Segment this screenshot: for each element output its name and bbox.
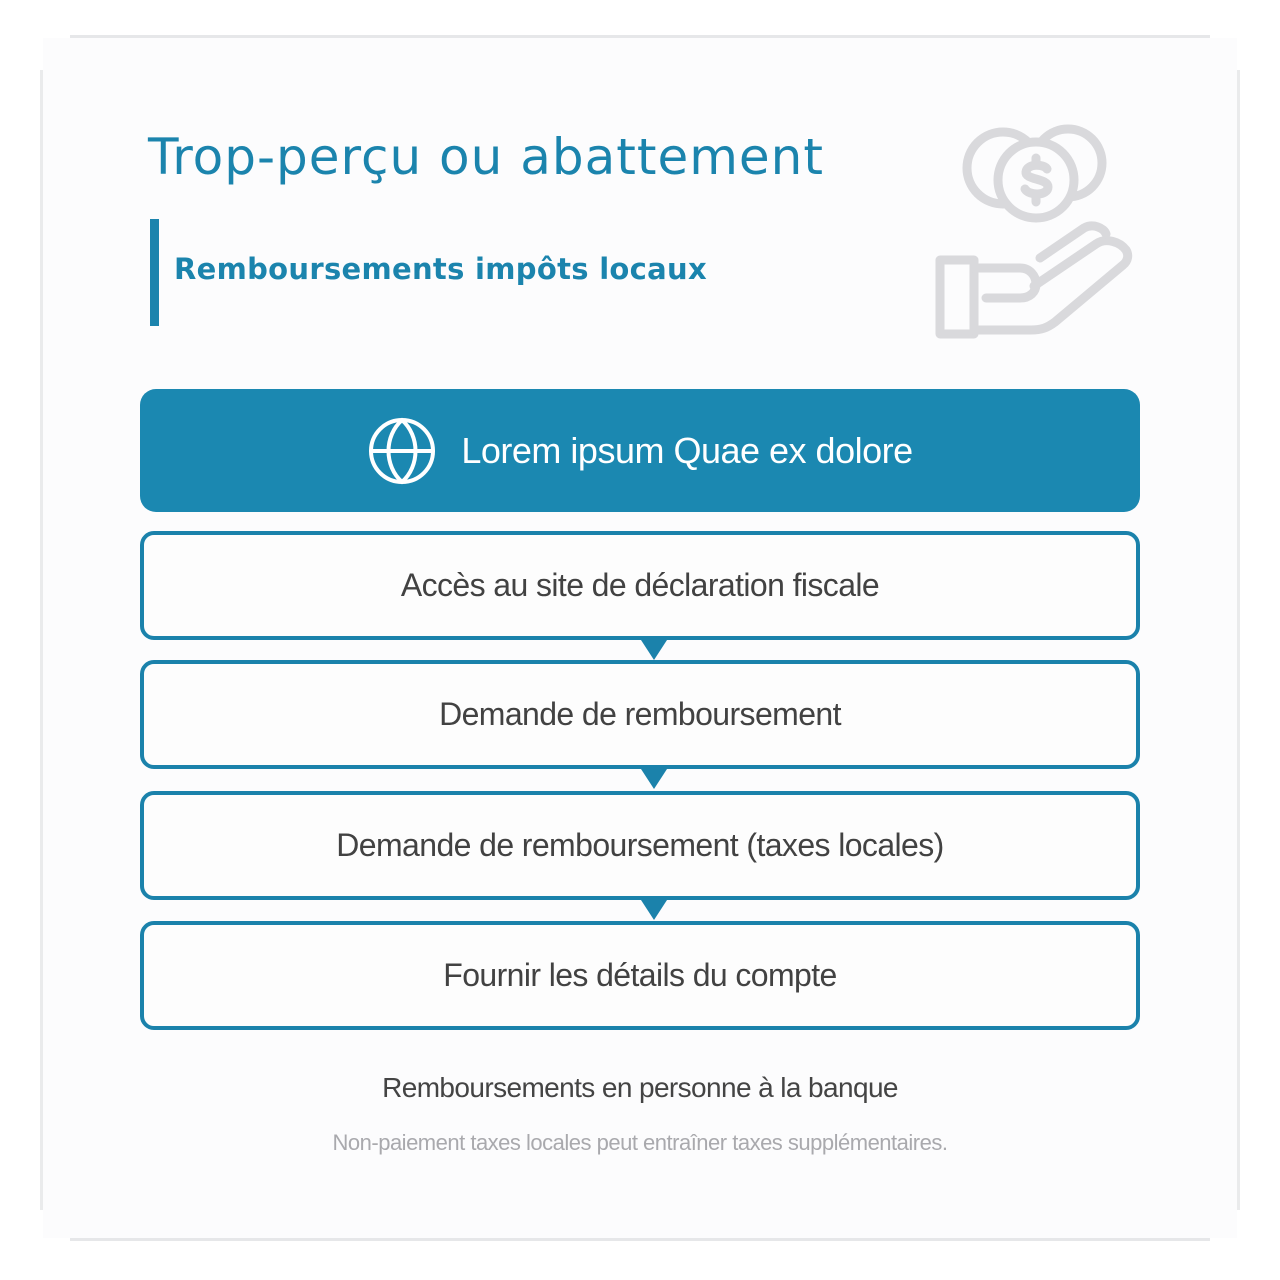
flow-header [140, 389, 1140, 512]
flow-step-1 [140, 531, 1140, 640]
flow-arrow-down-icon [641, 900, 667, 920]
footer-statement: Remboursements en personne à la banque [382, 1072, 898, 1103]
flow-arrow-down-icon [641, 769, 667, 789]
flow-step-label: Fournir les détails du compte [443, 957, 837, 993]
flow-step-label: Demande de remboursement (taxes locales) [336, 827, 944, 863]
globe-icon [367, 416, 437, 486]
flow-step-label: Accès au site de déclaration fiscale [400, 567, 880, 603]
flow-arrow-down-icon [641, 640, 667, 660]
flow-step-label: Demande de remboursement [439, 696, 841, 732]
page-subtitle: Remboursements impôts locaux [174, 252, 707, 286]
flow-header-label: Lorem ipsum Quae ex dolore [461, 429, 913, 471]
flow-step-2 [140, 660, 1140, 769]
flow-step-4 [140, 921, 1140, 1030]
flow-step-3 [140, 791, 1140, 900]
frame-divider-bottom [70, 1238, 1210, 1241]
page-title: Trop-perçu ou abattement [148, 128, 824, 186]
subtitle-accent-bar [150, 219, 159, 326]
frame-divider-right [1237, 70, 1240, 1210]
footer-note: Non-paiement taxes locales peut entraîner taxes supplémentaires. [332, 1130, 948, 1155]
hand-holding-coins-icon [928, 118, 1143, 343]
